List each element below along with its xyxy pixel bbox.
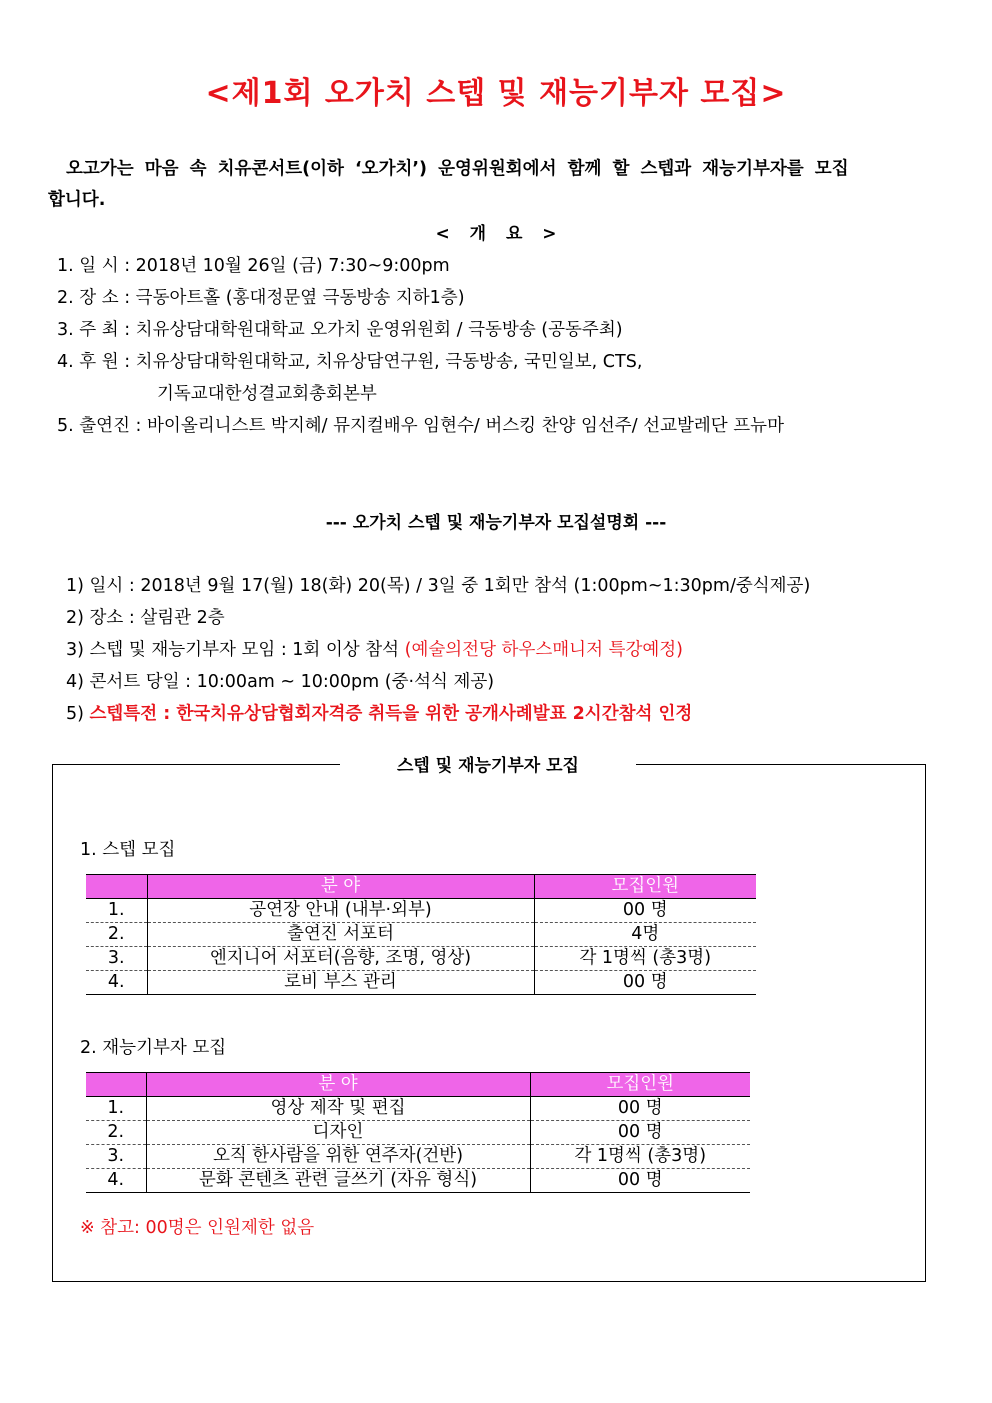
talent-heading: 2. 재능기부자 모집: [80, 1038, 227, 1058]
header-cell: 모집인원: [530, 1073, 750, 1097]
row-field: 오직 한사람을 위한 연주자(건반): [146, 1145, 530, 1169]
page-title: <제1회 오가치 스텝 및 재능기부자 모집>: [205, 76, 787, 111]
header-cell: 분 야: [146, 1073, 530, 1097]
row-field: 공연장 안내 (내부·외부): [147, 899, 534, 923]
overview-label: 5. 출연진 :: [57, 416, 142, 436]
row-number: 2.: [86, 1121, 146, 1145]
session-item-3: [66, 636, 683, 661]
row-field: 문화 콘텐츠 관련 글쓰기 (자유 형식): [146, 1169, 530, 1193]
session-item-2: 2) 장소 : 살림관 2층: [66, 608, 225, 628]
recruit-note: ※ 참고: 00명은 인원제한 없음: [80, 1218, 315, 1238]
row-count: 00 명: [530, 1097, 750, 1121]
row-number: 1.: [86, 899, 147, 923]
recruit-box-title: 스텝 및 재능기부자 모집: [340, 751, 636, 776]
overview-text: 바이올리니스트 박지혜/ 뮤지컬배우 임현수/ 버스킹 찬양 임선주/ 선교발레단 프뉴마: [147, 416, 784, 436]
row-number: 4.: [86, 971, 147, 995]
overview-heading: < 개 요 >: [435, 224, 557, 244]
overview-label: 2. 장 소 :: [57, 288, 131, 308]
staff-table: [86, 874, 756, 995]
overview-item-1: [57, 252, 450, 277]
overview-text: 극동아트홀 (홍대정문옆 극동방송 지하1층): [135, 288, 465, 308]
table-row: [86, 1145, 750, 1169]
row-count: 00 명: [530, 1121, 750, 1145]
row-count: 00 명: [534, 899, 756, 923]
header-cell: 분 야: [147, 875, 534, 899]
row-field: 로비 부스 관리: [147, 971, 534, 995]
session-text: 3) 스텝 및 재능기부자 모임 : 1회 이상 참석: [66, 640, 405, 660]
row-field: 엔지니어 서포터(음향, 조명, 영상): [147, 947, 534, 971]
table-row: [86, 1169, 750, 1193]
row-count: 00 명: [530, 1169, 750, 1193]
row-field: 영상 제작 및 편집: [146, 1097, 530, 1121]
staff-heading: 1. 스텝 모집: [80, 840, 176, 860]
table-row: [86, 1121, 750, 1145]
overview-item-4-cont: 기독교대한성결교회총회본부: [157, 384, 377, 404]
row-count: 00 명: [534, 971, 756, 995]
session-item-5: [66, 700, 692, 725]
table-row: [86, 923, 756, 947]
overview-item-4: [57, 348, 642, 373]
table-row: [86, 947, 756, 971]
session-benefit: 스텝특전 : 한국치유상담협회자격증 취득을 위한 공개사례발표 2시간참석 인정: [89, 704, 693, 724]
session-item-1: 1) 일시 : 2018년 9월 17(월) 18(화) 20(목) / 3일 중 1회만 참석 (1:00pm~1:30pm/중식제공): [66, 576, 811, 596]
header-cell: [86, 875, 147, 899]
row-number: 4.: [86, 1169, 146, 1193]
row-field: 출연진 서포터: [147, 923, 534, 947]
header-cell: [86, 1073, 146, 1097]
table-row: [86, 971, 756, 995]
overview-label: 1. 일 시 :: [57, 256, 131, 276]
row-count: 각 1명씩 (총3명): [530, 1145, 750, 1169]
recruit-box: [52, 764, 926, 1282]
overview-item-2: [57, 284, 465, 309]
row-number: 3.: [86, 1145, 146, 1169]
overview-label: 4. 후 원 :: [57, 352, 131, 372]
row-count: 각 1명씩 (총3명): [534, 947, 756, 971]
table-header-row: [86, 1073, 750, 1097]
intro-line-1: 오고가는 마음 속 치유콘서트(이하 ‘오가치’) 운영위원회에서 함께 할 스텝과 재능기부자를 모집: [66, 159, 849, 179]
table-row: [86, 1097, 750, 1121]
row-number: 1.: [86, 1097, 146, 1121]
intro-line-2: 합니다.: [48, 190, 106, 210]
talent-table: [86, 1072, 750, 1193]
row-number: 3.: [86, 947, 147, 971]
header-cell: 모집인원: [534, 875, 756, 899]
session-item-4: 4) 콘서트 당일 : 10:00am ~ 10:00pm (중·석식 제공): [66, 672, 495, 692]
overview-text: 치유상담대학원대학교, 치유상담연구원, 극동방송, 국민일보, CTS,: [135, 352, 643, 372]
session-prefix: 5): [66, 704, 90, 724]
overview-text: 2018년 10월 26일 (금) 7:30~9:00pm: [135, 256, 450, 276]
table-row: [86, 899, 756, 923]
row-field: 디자인: [146, 1121, 530, 1145]
overview-item-3: [57, 316, 623, 341]
session-highlight: (예술의전당 하우스매니저 특강예정): [404, 640, 683, 660]
overview-item-5: [57, 412, 784, 437]
row-number: 2.: [86, 923, 147, 947]
overview-label: 3. 주 최 :: [57, 320, 131, 340]
table-header-row: [86, 875, 756, 899]
row-count: 4명: [534, 923, 756, 947]
overview-text: 치유상담대학원대학교 오가치 운영위원회 / 극동방송 (공동주최): [135, 320, 623, 340]
session-heading: --- 오가치 스텝 및 재능기부자 모집설명회 ---: [325, 513, 667, 533]
